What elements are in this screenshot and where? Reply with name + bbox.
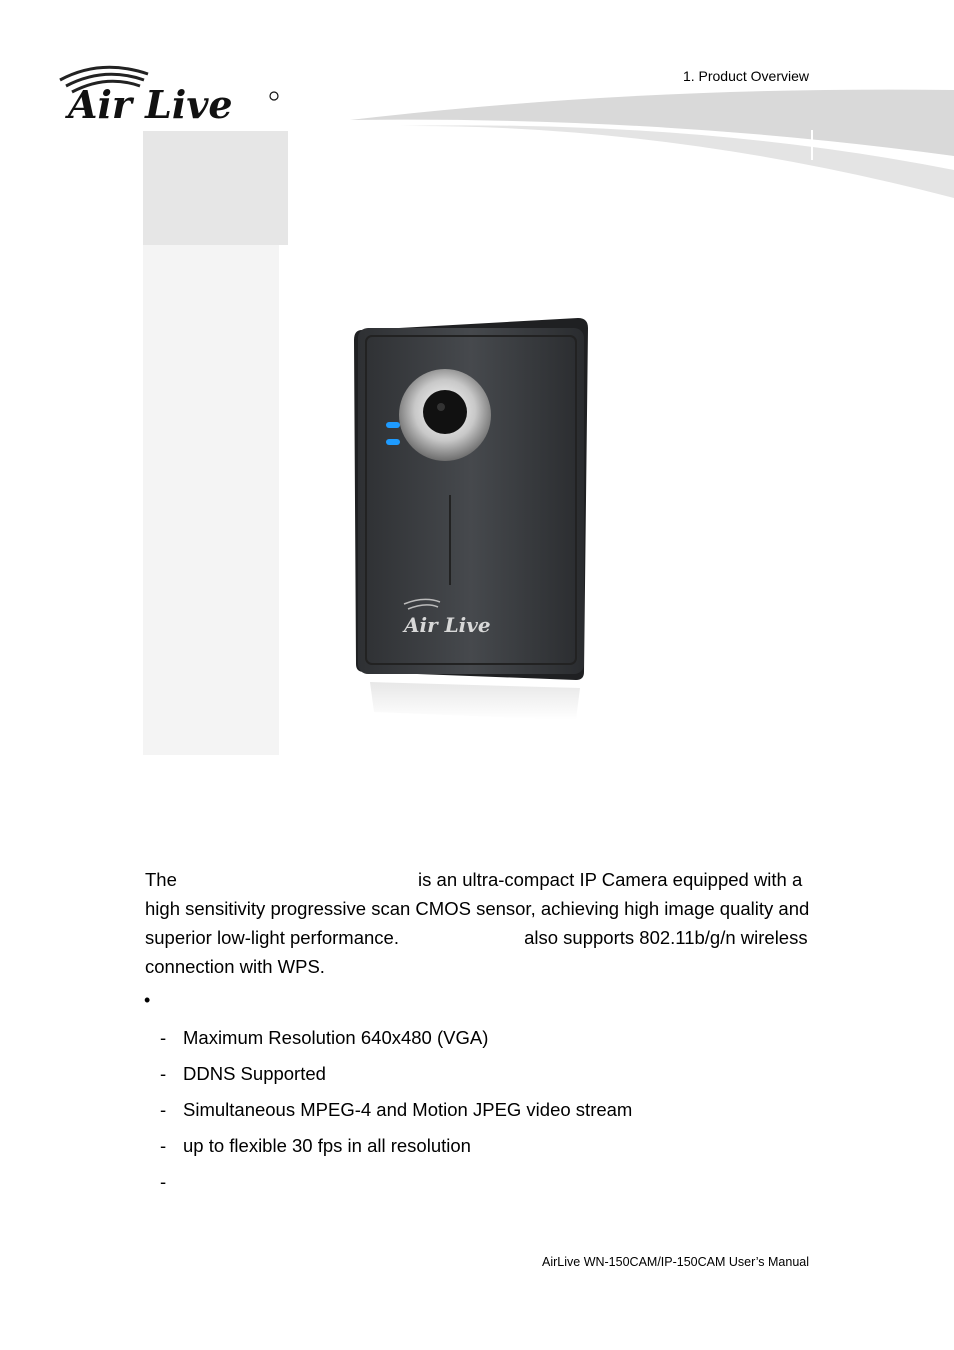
list-item: - Simultaneous MPEG-4 and Motion JPEG video stream xyxy=(160,1099,633,1120)
camera-logo-text: Air Live xyxy=(404,613,491,637)
airlive-logo xyxy=(56,60,286,130)
footer-manual-title: AirLive WN-150CAM/IP-150CAM User’s Manual xyxy=(542,1255,809,1269)
chapter-tab-block xyxy=(143,131,288,245)
list-item: - Maximum Resolution 640x480 (VGA) xyxy=(160,1027,489,1048)
list-item: - DDNS Supported xyxy=(160,1063,326,1084)
section-title: 1. Product Overview xyxy=(682,68,809,84)
header-swoosh-decoration xyxy=(340,86,954,198)
feature-list xyxy=(160,1026,632,1206)
logo-text: Air Live xyxy=(68,82,233,127)
list-item: - xyxy=(160,1171,167,1192)
intro-paragraph xyxy=(145,865,810,981)
feature-bullet: • xyxy=(144,990,151,1010)
intro-part2: is an ultra-compact IP Camera equipped with a high sensitivity progressive scan CMOS sensor, achieving high image quality and superior low-light performance. xyxy=(145,868,810,948)
camera-product-image xyxy=(340,300,610,730)
intro-part3: also supports 802.11b/g/n wireless connection with WPS. xyxy=(145,926,808,977)
photo-background xyxy=(143,245,279,755)
intro-part1: The xyxy=(145,868,177,890)
list-item: - up to flexible 30 fps in all resolution xyxy=(160,1135,471,1156)
